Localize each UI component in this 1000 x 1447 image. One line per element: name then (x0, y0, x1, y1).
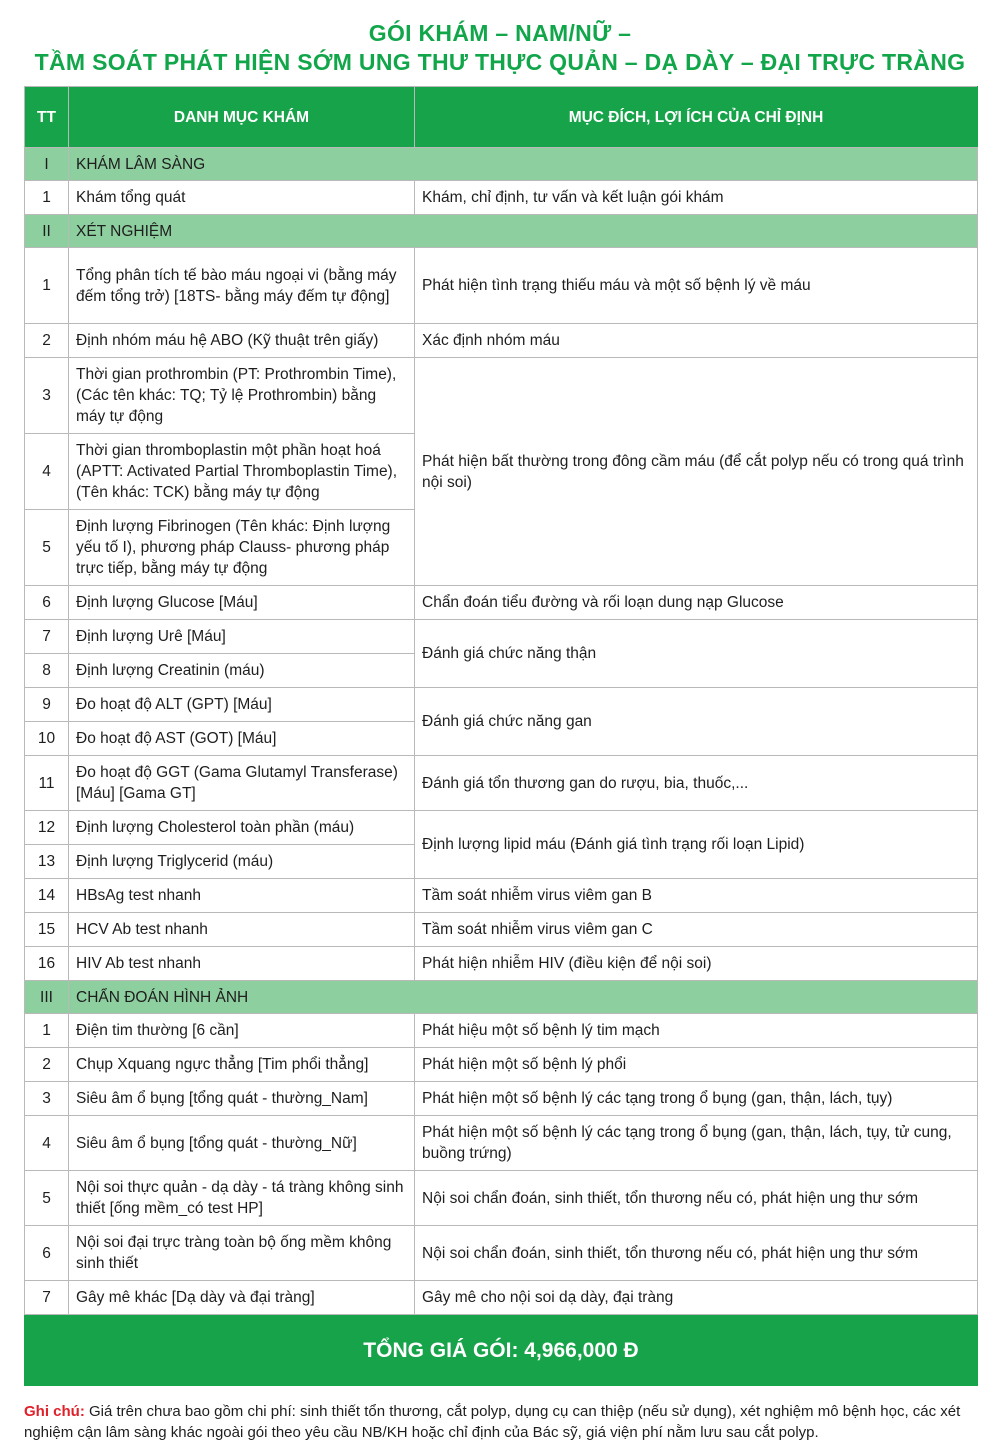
table-row (25, 181, 978, 215)
row-name: Khám tổng quát (69, 181, 415, 215)
section-row (25, 981, 978, 1014)
table-row (25, 324, 978, 358)
row-name: Nội soi thực quản - dạ dày - tá tràng không sinh thiết [ống mềm_có test HP] (69, 1171, 415, 1226)
table-row (25, 586, 978, 620)
row-name: Định lượng Cholesterol toàn phần (máu) (69, 811, 415, 845)
row-purpose: Phát hiệu một số bệnh lý tim mạch (415, 1014, 978, 1048)
table-header-row (25, 87, 978, 148)
row-number: 4 (25, 434, 69, 510)
row-name: Nội soi đại trực tràng toàn bộ ống mềm không sinh thiết (69, 1226, 415, 1281)
row-number: 12 (25, 811, 69, 845)
row-name: Định lượng Urê [Máu] (69, 620, 415, 654)
row-purpose: Phát hiện một số bệnh lý các tạng trong ổ bụng (gan, thận, lách, tụy) (415, 1082, 978, 1116)
package-table (24, 86, 978, 1386)
row-purpose: Phát hiện nhiễm HIV (điều kiện để nội soi) (415, 947, 978, 981)
row-name: Đo hoạt độ ALT (GPT) [Máu] (69, 688, 415, 722)
row-name: Định lượng Fibrinogen (Tên khác: Định lượng yếu tố I), phương pháp Clauss- phương pháp trực tiếp, bằng máy tự động (69, 510, 415, 586)
row-name: Chụp Xquang ngực thẳng [Tim phổi thẳng] (69, 1048, 415, 1082)
table-row (25, 756, 978, 811)
total-price-row (25, 1315, 978, 1386)
table-row (25, 1082, 978, 1116)
header-category: DANH MỤC KHÁM (69, 87, 415, 148)
row-name: Định nhóm máu hệ ABO (Kỹ thuật trên giấy) (69, 324, 415, 358)
section-number: I (25, 148, 69, 181)
row-name: Siêu âm ổ bụng [tổng quát - thường_Nữ] (69, 1116, 415, 1171)
row-purpose: Định lượng lipid máu (Đánh giá tình trạng rối loạn Lipid) (415, 811, 978, 879)
row-name: Định lượng Triglycerid (máu) (69, 845, 415, 879)
total-price: TỔNG GIÁ GÓI: 4,966,000 Đ (25, 1315, 978, 1386)
table-row (25, 913, 978, 947)
row-number: 1 (25, 1014, 69, 1048)
table-row (25, 1048, 978, 1082)
table-row (25, 1281, 978, 1315)
table-row (25, 879, 978, 913)
row-name: Siêu âm ổ bụng [tổng quát - thường_Nam] (69, 1082, 415, 1116)
table-row (25, 811, 978, 845)
row-name: Gây mê khác [Dạ dày và đại tràng] (69, 1281, 415, 1315)
row-number: 10 (25, 722, 69, 756)
row-number: 3 (25, 358, 69, 434)
row-number: 7 (25, 620, 69, 654)
row-purpose: Phát hiện bất thường trong đông cầm máu (để cắt polyp nếu có trong quá trình nội soi) (415, 358, 978, 586)
section-title: KHÁM LÂM SÀNG (69, 148, 978, 181)
row-number: 1 (25, 248, 69, 324)
row-number: 2 (25, 324, 69, 358)
table-row (25, 688, 978, 722)
row-name: HBsAg test nhanh (69, 879, 415, 913)
row-purpose: Phát hiện tình trạng thiếu máu và một số bệnh lý về máu (415, 248, 978, 324)
row-name: Thời gian thromboplastin một phần hoạt hoá (APTT: Activated Partial Thromboplastin Time), (Tên khác: TCK) bằng máy tự động (69, 434, 415, 510)
row-purpose: Phát hiện một số bệnh lý các tạng trong ổ bụng (gan, thận, lách, tụy, tử cung, buồng trứng) (415, 1116, 978, 1171)
row-purpose: Khám, chỉ định, tư vấn và kết luận gói khám (415, 181, 978, 215)
row-number: 8 (25, 654, 69, 688)
row-name: Đo hoạt độ AST (GOT) [Máu] (69, 722, 415, 756)
row-purpose: Nội soi chẩn đoán, sinh thiết, tổn thương nếu có, phát hiện ung thư sớm (415, 1226, 978, 1281)
row-name: HIV Ab test nhanh (69, 947, 415, 981)
table-row (25, 1014, 978, 1048)
row-name: Định lượng Glucose [Máu] (69, 586, 415, 620)
footnote (24, 1401, 979, 1443)
row-number: 14 (25, 879, 69, 913)
row-purpose: Chẩn đoán tiểu đường và rối loạn dung nạp Glucose (415, 586, 978, 620)
header-purpose: MỤC ĐÍCH, LỢI ÍCH CỦA CHỈ ĐỊNH (415, 87, 978, 148)
table-row (25, 620, 978, 654)
row-name: Tổng phân tích tế bào máu ngoại vi (bằng máy đếm tổng trở) [18TS- bằng máy đếm tự động] (69, 248, 415, 324)
table-row (25, 358, 978, 434)
section-title: XÉT NGHIỆM (69, 215, 978, 248)
row-number: 5 (25, 1171, 69, 1226)
row-number: 9 (25, 688, 69, 722)
row-number: 3 (25, 1082, 69, 1116)
table-row (25, 1116, 978, 1171)
note-label: Ghi chú: (24, 1403, 85, 1420)
row-name: Thời gian prothrombin (PT: Prothrombin Time), (Các tên khác: TQ; Tỷ lệ Prothrombin) bằng máy tự động (69, 358, 415, 434)
table-row (25, 248, 978, 324)
row-name: HCV Ab test nhanh (69, 913, 415, 947)
row-number: 5 (25, 510, 69, 586)
row-purpose: Đánh giá chức năng gan (415, 688, 978, 756)
row-number: 11 (25, 756, 69, 811)
section-number: III (25, 981, 69, 1014)
section-row (25, 215, 978, 248)
table-row (25, 947, 978, 981)
note-text: Giá trên chưa bao gồm chi phí: sinh thiết tổn thương, cắt polyp, dụng cụ can thiệp (nếu sử dụng), xét nghiệm mô bệnh học, các xét nghiệm cận lâm sàng khác ngoài gói theo yêu cầu NB/KH hoặc chỉ định của Bác sỹ, giá viện phí nằm lưu sau cắt polyp. (24, 1403, 961, 1441)
row-purpose: Xác định nhóm máu (415, 324, 978, 358)
row-purpose: Gây mê cho nội soi dạ dày, đại tràng (415, 1281, 978, 1315)
section-row (25, 148, 978, 181)
row-number: 13 (25, 845, 69, 879)
row-name: Định lượng Creatinin (máu) (69, 654, 415, 688)
table-row (25, 1171, 978, 1226)
section-title: CHẨN ĐOÁN HÌNH ẢNH (69, 981, 978, 1014)
row-name: Điện tim thường [6 cần] (69, 1014, 415, 1048)
page-title-line-1: GÓI KHÁM – NAM/NỮ – (368, 20, 632, 46)
row-purpose: Đánh giá tổn thương gan do rượu, bia, thuốc,... (415, 756, 978, 811)
header-tt: TT (25, 87, 69, 148)
row-number: 15 (25, 913, 69, 947)
row-purpose: Đánh giá chức năng thận (415, 620, 978, 688)
row-name: Đo hoạt độ GGT (Gama Glutamyl Transferase) [Máu] [Gama GT] (69, 756, 415, 811)
row-number: 7 (25, 1281, 69, 1315)
row-purpose: Nội soi chẩn đoán, sinh thiết, tổn thương nếu có, phát hiện ung thư sớm (415, 1171, 978, 1226)
row-number: 6 (25, 1226, 69, 1281)
section-number: II (25, 215, 69, 248)
row-number: 1 (25, 181, 69, 215)
row-number: 6 (25, 586, 69, 620)
row-purpose: Tầm soát nhiễm virus viêm gan C (415, 913, 978, 947)
row-purpose: Phát hiện một số bệnh lý phổi (415, 1048, 978, 1082)
table-row (25, 1226, 978, 1281)
page-title-line-2: TẦM SOÁT PHÁT HIỆN SỚM UNG THƯ THỰC QUẢN – DẠ DÀY – ĐẠI TRỰC TRÀNG (34, 49, 966, 75)
row-number: 4 (25, 1116, 69, 1171)
row-number: 2 (25, 1048, 69, 1082)
row-number: 16 (25, 947, 69, 981)
row-purpose: Tầm soát nhiễm virus viêm gan B (415, 879, 978, 913)
